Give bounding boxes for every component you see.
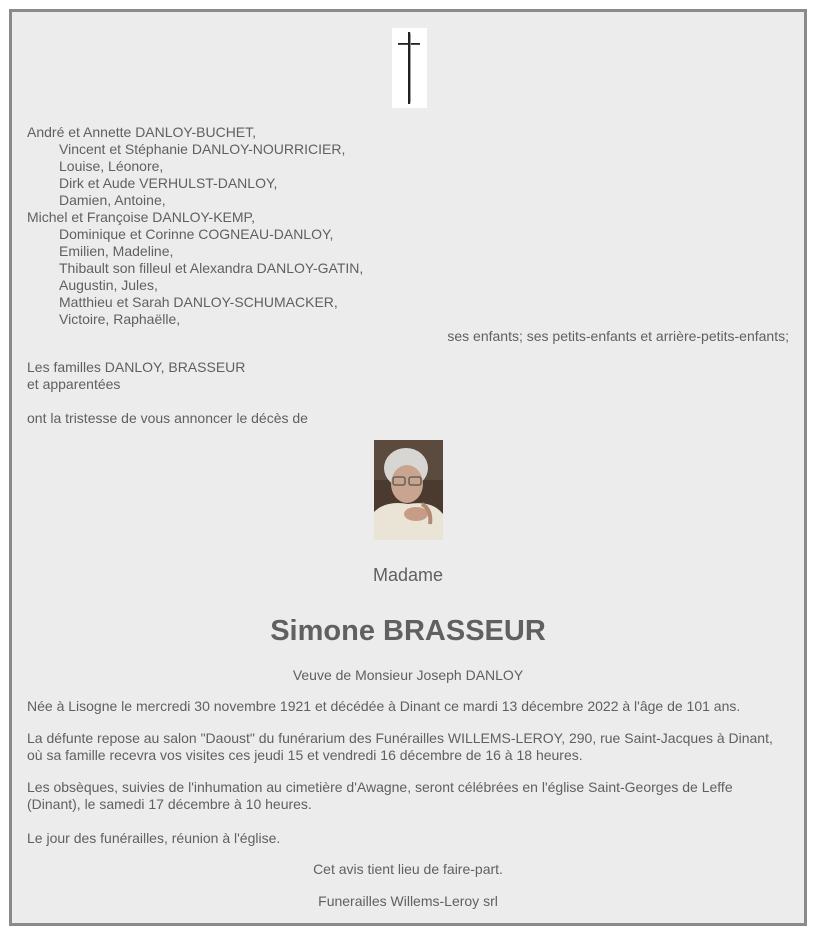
- family-line: Augustin, Jules,: [59, 277, 158, 293]
- family-line: André et Annette DANLOY-BUCHET,: [27, 124, 257, 140]
- portrait-photo: [374, 440, 443, 540]
- families-line: Les familles DANLOY, BRASSEUR: [27, 359, 246, 375]
- family-line: Emilien, Madeline,: [59, 243, 174, 259]
- families-line: et apparentées: [27, 376, 121, 392]
- family-line: Louise, Léonore,: [59, 158, 164, 174]
- family-line: Michel et Françoise DANLOY-KEMP,: [27, 209, 255, 225]
- obituary-card: [9, 9, 807, 926]
- undertaker-name: Funerailles Willems-Leroy srl: [318, 893, 498, 909]
- cross-icon: [392, 28, 427, 108]
- birth-paragraph: Née à Lisogne le mercredi 30 novembre 1921 et décédée à Dinant ce mardi 13 décembre 2022 à l'âge de 101 ans.: [27, 698, 741, 714]
- family-line: Dirk et Aude VERHULST-DANLOY,: [59, 175, 278, 191]
- family-line: Dominique et Corinne COGNEAU-DANLOY,: [59, 226, 334, 242]
- funeral-paragraph: Les obsèques, suivies de l'inhumation au cimetière d'Awagne, seront célébrées en l'église Saint-Georges de Leffe (Dinant), le samedi 17 décembre à 10 heures.: [27, 779, 733, 812]
- announcement-text: ont la tristesse de vous annoncer le décès de: [27, 410, 308, 426]
- family-relation: ses enfants; ses petits-enfants et arrière-petits-enfants;: [447, 328, 789, 344]
- deceased-title: Madame: [372, 565, 444, 585]
- deceased-name: Simone BRASSEUR: [270, 615, 546, 647]
- meeting-paragraph: Le jour des funérailles, réunion à l'église.: [27, 830, 281, 846]
- repose-paragraph: La défunte repose au salon "Daoust" du funérarium des Funérailles WILLEMS-LEROY, 290, rue Saint-Jacques à Dinant, où sa famille recevra vos visites ces jeudi 15 et vendredi 16 décembre de 16 à 18 heures.: [27, 730, 773, 763]
- widow-of-text: Veuve de Monsieur Joseph DANLOY: [292, 667, 524, 683]
- family-line: Vincent et Stéphanie DANLOY-NOURRICIER,: [59, 141, 346, 157]
- family-line: Thibault son filleul et Alexandra DANLOY-GATIN,: [59, 260, 364, 276]
- family-line: Matthieu et Sarah DANLOY-SCHUMACKER,: [59, 294, 338, 310]
- family-line: Victoire, Raphaëlle,: [59, 311, 181, 327]
- family-line: Damien, Antoine,: [59, 192, 166, 208]
- notice-text: Cet avis tient lieu de faire-part.: [313, 861, 503, 877]
